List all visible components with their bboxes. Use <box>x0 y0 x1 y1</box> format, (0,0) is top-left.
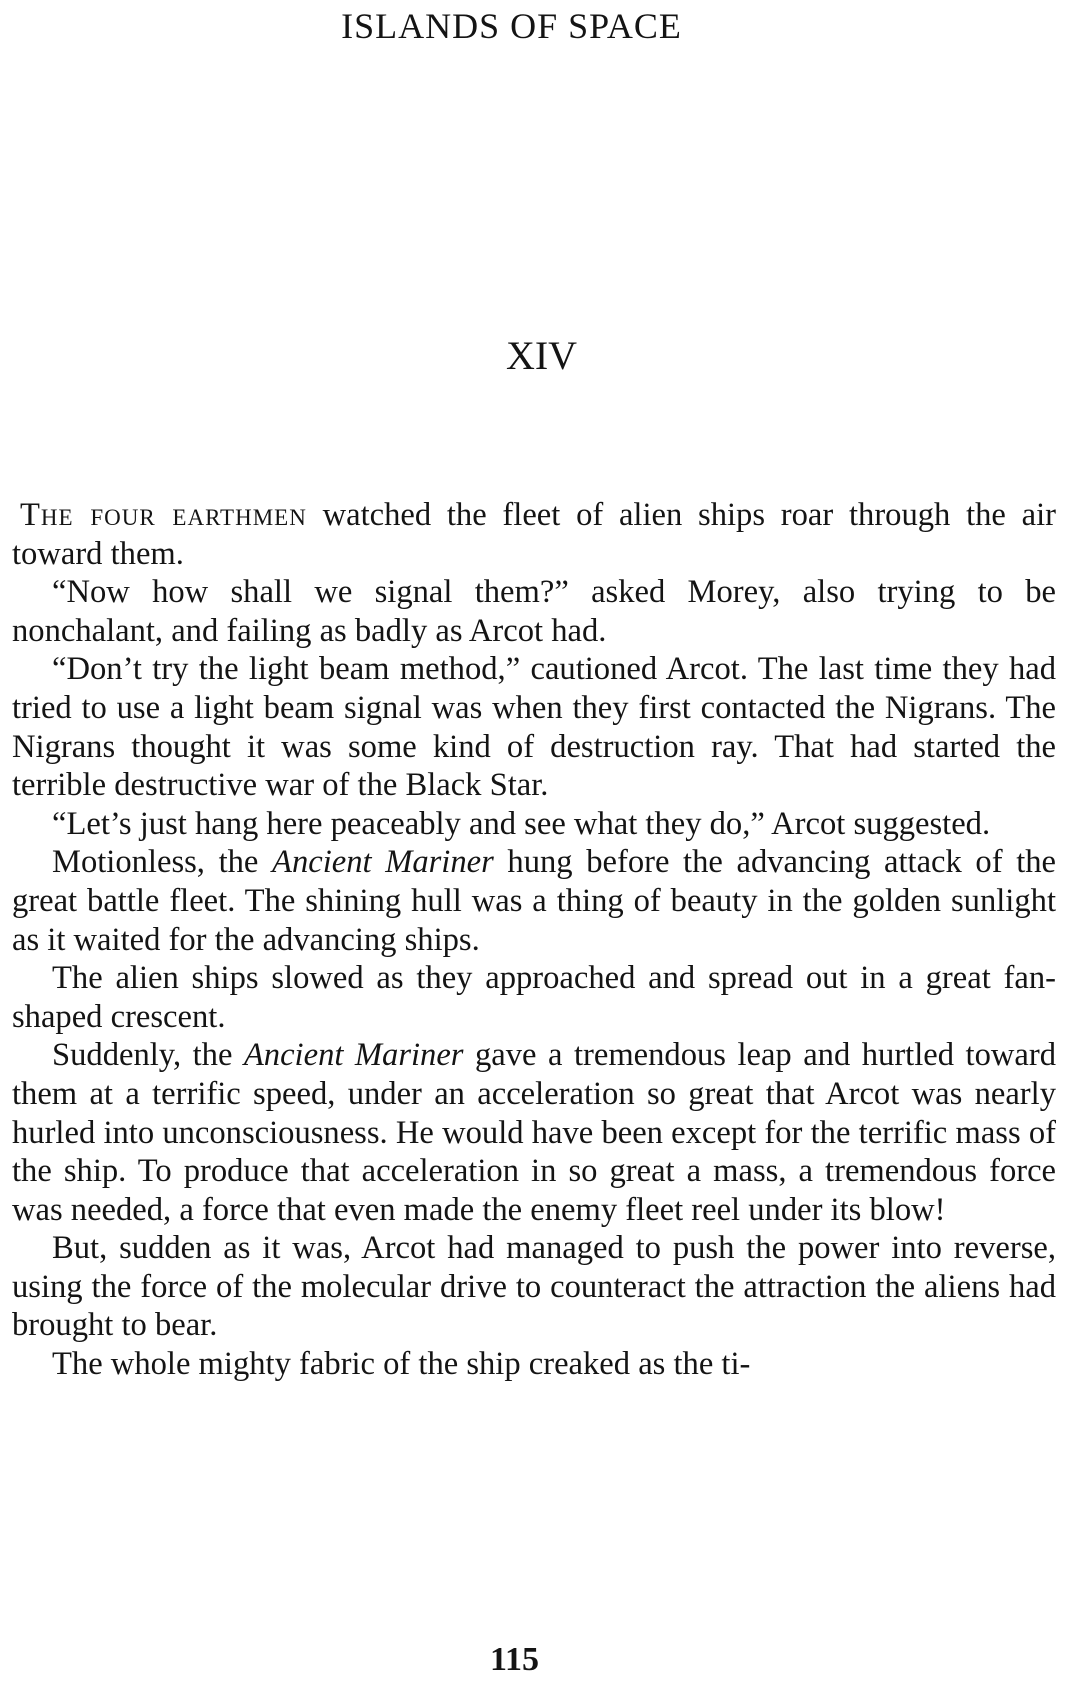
paragraph-5-before: Motionless, the <box>52 844 273 881</box>
paragraph-9: The whole mighty fabric of the ship creaked as the ti- <box>52 1346 751 1383</box>
paragraph-1-text: watched the fleet of alien ships roar through the air toward them. <box>12 497 1056 572</box>
ship-name-italic: Ancient Mariner <box>272 844 494 881</box>
page-number: 115 <box>489 1641 540 1678</box>
paragraph-1 <box>12 496 1056 573</box>
body-text <box>12 496 1056 1384</box>
paragraph-7-after: gave a tremendous leap and hurtled toward them at a terrific speed, under an acceleration so great that Arcot was nearly hurled into unconsciousness. He would have been except for the terrific mass of the ship. To produce that acceleration in so great a mass, a tremendous force was needed, a force that even made the enemy fleet reel under its blow! <box>12 1037 1056 1228</box>
paragraph-8: But, sudden as it was, Arcot had managed to push the power into reverse, using the force of the molecular drive to counteract the attraction the aliens had brought to bear. <box>12 1230 1056 1344</box>
paragraph-5 <box>12 843 1056 959</box>
opening-small-caps: The four earthmen <box>20 497 307 533</box>
paragraph-5-after: hung before the advancing attack of the great battle fleet. The shining hull was a thing of beauty in the golden sunlight as it waited for the advancing ships. <box>12 844 1057 958</box>
paragraph-7-before: Suddenly, the <box>52 1037 244 1074</box>
paragraph-4: “Let’s just hang here peaceably and see what they do,” Arcot suggested. <box>52 805 991 842</box>
paragraph-2: “Now how shall we signal them?” asked Morey, also trying to be nonchalant, and failing as badly as Arcot had. <box>12 574 1056 649</box>
paragraph-7 <box>12 1036 1056 1229</box>
paragraph-3: “Don’t try the light beam method,” cautioned Arcot. The last time they had tried to use a light beam signal was when they first contacted the Nigrans. The Nigrans thought it was some kind of destruction ray. That had started the terrible destructive war of the Black Star. <box>12 651 1056 804</box>
paragraph-6: The alien ships slowed as they approached and spread out in a great fan-shaped crescent. <box>12 960 1056 1035</box>
ship-name-italic: Ancient Mariner <box>243 1037 464 1074</box>
chapter-number: XIV <box>505 333 578 378</box>
running-head: ISLANDS OF SPACE <box>341 6 682 46</box>
